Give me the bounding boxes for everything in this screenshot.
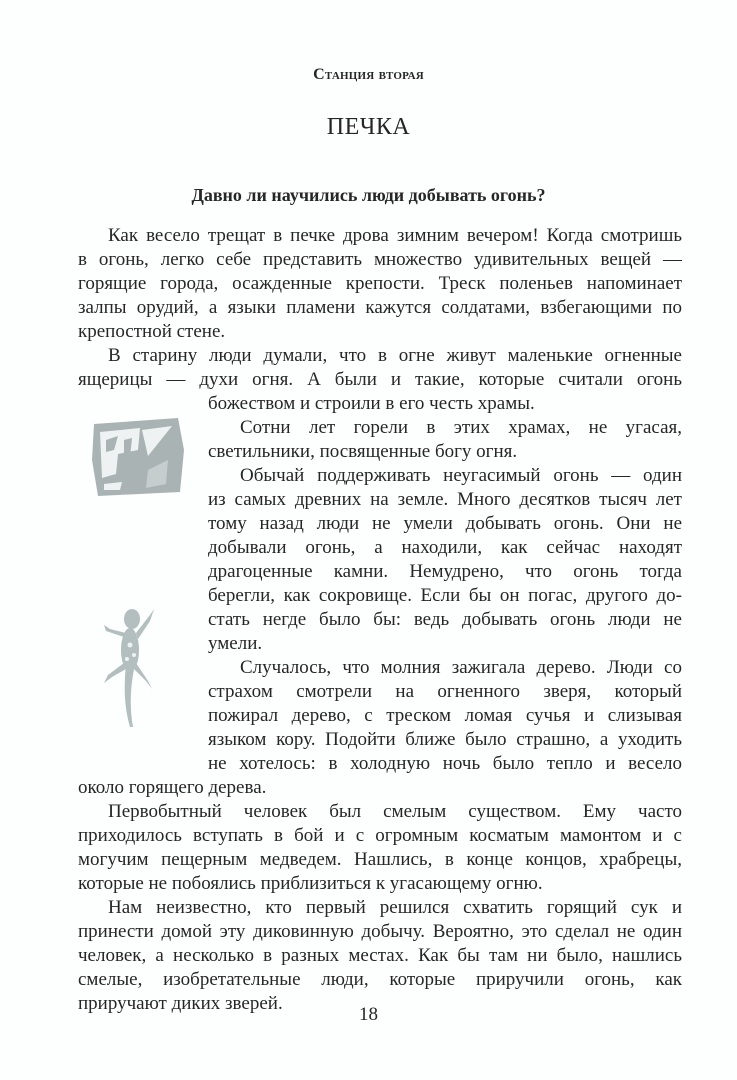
text-line: человек, а несколько в разных местах. Как бы там ни было, нашлись (78, 945, 682, 966)
page-number: 18 (359, 1004, 378, 1025)
text-line: тому назад люди не умели добывать огонь. Они не (208, 513, 682, 534)
text-line: крепостной стене. (78, 321, 226, 342)
text-line: которые не побоялись приблизиться к угасающему огню. (78, 873, 543, 894)
text-line: Первобытный человек был смелым существом. Ему часто (108, 801, 682, 822)
text-line: светильники, посвященные богу огня. (208, 441, 518, 462)
text-line: смелые, изобретательные люди, которые приручили огонь, как (78, 969, 682, 990)
lizard-icon (100, 605, 160, 730)
text-line: не хотелось: в холодную ночь было тепло и весело (208, 753, 682, 774)
text-line: добывали огонь, а находили, как сейчас находят (208, 537, 682, 558)
text-line: страхом смотрели на огненного зверя, который (208, 681, 682, 702)
text-line: принести домой эту диковинную добычу. Вероятно, это сделал не один (78, 921, 682, 942)
text-line: умели. (208, 633, 263, 654)
temple-icon (88, 410, 188, 500)
text-line: В старину люди думали, что в огне живут маленькие огненные (108, 345, 682, 366)
text-line: пожирал дерево, с треском ломая сучья и слизывая (208, 705, 682, 726)
section-title: Давно ли научились люди добывать огонь? (191, 185, 546, 205)
station-heading: Станция вторая (313, 66, 424, 83)
text-line: залпы орудий, а языки пламени кажутся солдатами, взбегающими по (78, 297, 682, 318)
text-line: около горящего дерева. (78, 777, 267, 798)
text-line: Как весело трещат в печке дрова зимним вечером! Когда смотришь (108, 225, 682, 246)
text-line: Случалось, что молния зажигала дерево. Люди со (240, 657, 682, 678)
text-line: из самых древних на земле. Много десятков тысяч лет (208, 489, 682, 510)
text-line: ящерицы — духи огня. А были и такие, которые считали огонь (78, 369, 682, 390)
text-line: языком кору. Подойти ближе было страшно, а уходить (208, 729, 682, 750)
text-line: драгоценные камни. Немудрено, что огонь тогда (208, 561, 682, 582)
text-line: могучим пещерным медведем. Нашлись, в конце концов, храбрецы, (78, 849, 682, 870)
text-line: Сотни лет горели в этих храмах, не угасая, (240, 417, 682, 438)
text-line: берегли, как сокровище. Если бы он погас, другого до- (208, 585, 682, 606)
text-line: божеством и строили в его честь храмы. (208, 393, 535, 414)
text-line: приручают диких зверей. (78, 993, 283, 1014)
text-line: горящие города, осажденные крепости. Треск поленьев напоминает (78, 273, 682, 294)
text-line: Обычай поддерживать неугасимый огонь — один (240, 465, 682, 486)
text-line: в огонь, легко себе представить множество удивительных вещей — (78, 249, 682, 270)
text-line: стать негде было бы: ведь добывать огонь люди не (208, 609, 682, 630)
text-line: Нам неизвестно, кто первый решился схватить горящий сук и (108, 897, 682, 918)
text-line: приходилось вступать в бой и с огромным косматым мамонтом и с (78, 825, 682, 846)
chapter-title: ПЕЧКА (326, 114, 411, 140)
